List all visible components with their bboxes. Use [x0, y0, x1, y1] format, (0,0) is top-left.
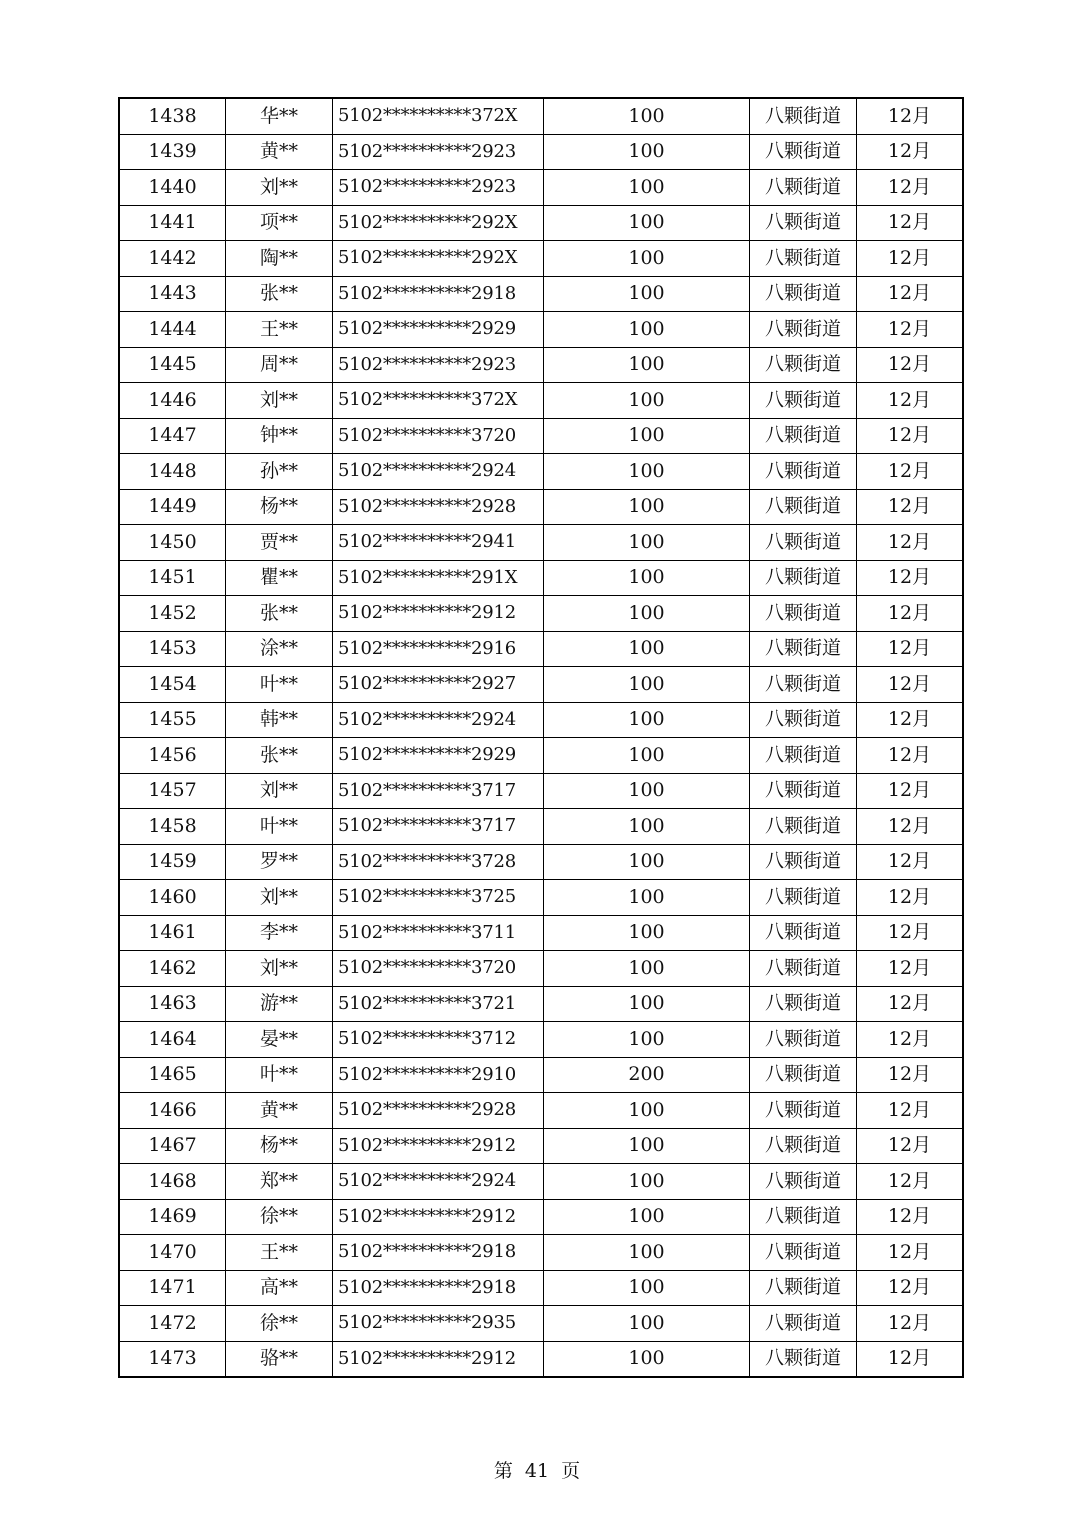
cell-id-number: 5102**********2923: [333, 347, 544, 383]
cell-name: 钟**: [226, 418, 333, 454]
table-row: [119, 134, 963, 170]
cell-seq-number: 1438: [119, 98, 226, 134]
cell-seq-number: 1471: [119, 1270, 226, 1306]
cell-seq-number: 1440: [119, 170, 226, 206]
table-row: [119, 525, 963, 561]
cell-id-number: 5102**********3725: [333, 880, 544, 916]
table-row: [119, 276, 963, 312]
cell-seq-number: 1450: [119, 525, 226, 561]
cell-month: 12月: [857, 170, 964, 206]
table-row: [119, 951, 963, 987]
cell-month: 12月: [857, 951, 964, 987]
cell-seq-number: 1441: [119, 205, 226, 241]
cell-amount: 100: [544, 134, 750, 170]
table-row: [119, 1022, 963, 1058]
cell-month: 12月: [857, 1306, 964, 1342]
cell-name: 叶**: [226, 667, 333, 703]
table-row: [119, 1057, 963, 1093]
cell-month: 12月: [857, 596, 964, 632]
cell-id-number: 5102**********2941: [333, 525, 544, 561]
table-row: [119, 1164, 963, 1200]
cell-amount: 100: [544, 951, 750, 987]
cell-name: 华**: [226, 98, 333, 134]
cell-seq-number: 1447: [119, 418, 226, 454]
cell-month: 12月: [857, 631, 964, 667]
table-row: [119, 702, 963, 738]
cell-name: 张**: [226, 276, 333, 312]
cell-street: 八颗街道: [750, 418, 857, 454]
cell-month: 12月: [857, 1270, 964, 1306]
cell-seq-number: 1443: [119, 276, 226, 312]
cell-month: 12月: [857, 1199, 964, 1235]
cell-amount: 100: [544, 205, 750, 241]
cell-name: 杨**: [226, 1128, 333, 1164]
cell-street: 八颗街道: [750, 383, 857, 419]
cell-id-number: 5102**********3721: [333, 986, 544, 1022]
cell-street: 八颗街道: [750, 1093, 857, 1129]
cell-street: 八颗街道: [750, 596, 857, 632]
cell-id-number: 5102**********2918: [333, 1235, 544, 1271]
cell-seq-number: 1451: [119, 560, 226, 596]
cell-seq-number: 1459: [119, 844, 226, 880]
cell-street: 八颗街道: [750, 1128, 857, 1164]
cell-id-number: 5102**********2928: [333, 1093, 544, 1129]
cell-street: 八颗街道: [750, 312, 857, 348]
cell-amount: 100: [544, 773, 750, 809]
cell-street: 八颗街道: [750, 1341, 857, 1377]
cell-month: 12月: [857, 1341, 964, 1377]
cell-month: 12月: [857, 915, 964, 951]
cell-seq-number: 1449: [119, 489, 226, 525]
cell-street: 八颗街道: [750, 454, 857, 490]
cell-seq-number: 1446: [119, 383, 226, 419]
cell-id-number: 5102**********2924: [333, 454, 544, 490]
cell-street: 八颗街道: [750, 844, 857, 880]
cell-street: 八颗街道: [750, 241, 857, 277]
cell-amount: 100: [544, 631, 750, 667]
cell-id-number: 5102**********2910: [333, 1057, 544, 1093]
cell-name: 杨**: [226, 489, 333, 525]
cell-seq-number: 1439: [119, 134, 226, 170]
cell-street: 八颗街道: [750, 773, 857, 809]
table-row: [119, 312, 963, 348]
cell-seq-number: 1470: [119, 1235, 226, 1271]
cell-name: 叶**: [226, 809, 333, 845]
cell-seq-number: 1444: [119, 312, 226, 348]
cell-name: 刘**: [226, 951, 333, 987]
cell-street: 八颗街道: [750, 276, 857, 312]
cell-id-number: 5102**********3720: [333, 951, 544, 987]
cell-amount: 100: [544, 844, 750, 880]
cell-seq-number: 1473: [119, 1341, 226, 1377]
cell-amount: 100: [544, 383, 750, 419]
cell-month: 12月: [857, 525, 964, 561]
cell-amount: 100: [544, 98, 750, 134]
cell-name: 黄**: [226, 134, 333, 170]
cell-amount: 100: [544, 667, 750, 703]
table-row: [119, 986, 963, 1022]
cell-street: 八颗街道: [750, 1164, 857, 1200]
cell-id-number: 5102**********3720: [333, 418, 544, 454]
cell-street: 八颗街道: [750, 489, 857, 525]
cell-month: 12月: [857, 1128, 964, 1164]
table-row: [119, 809, 963, 845]
cell-street: 八颗街道: [750, 1235, 857, 1271]
cell-name: 刘**: [226, 773, 333, 809]
cell-name: 游**: [226, 986, 333, 1022]
cell-id-number: 5102**********292X: [333, 241, 544, 277]
table-row: [119, 347, 963, 383]
cell-seq-number: 1456: [119, 738, 226, 774]
cell-street: 八颗街道: [750, 1270, 857, 1306]
cell-month: 12月: [857, 986, 964, 1022]
cell-amount: 100: [544, 525, 750, 561]
cell-street: 八颗街道: [750, 880, 857, 916]
table-row: [119, 1093, 963, 1129]
cell-id-number: 5102**********2912: [333, 1341, 544, 1377]
cell-seq-number: 1462: [119, 951, 226, 987]
cell-id-number: 5102**********2918: [333, 1270, 544, 1306]
cell-id-number: 5102**********3712: [333, 1022, 544, 1058]
cell-id-number: 5102**********372X: [333, 98, 544, 134]
cell-amount: 100: [544, 276, 750, 312]
cell-id-number: 5102**********2935: [333, 1306, 544, 1342]
table-row: [119, 454, 963, 490]
cell-seq-number: 1472: [119, 1306, 226, 1342]
cell-seq-number: 1454: [119, 667, 226, 703]
page-number: 第 41 页: [493, 1460, 581, 1482]
table-row: [119, 560, 963, 596]
cell-street: 八颗街道: [750, 205, 857, 241]
cell-amount: 100: [544, 312, 750, 348]
cell-street: 八颗街道: [750, 1022, 857, 1058]
subsidy-roster-table: [118, 97, 964, 1378]
cell-id-number: 5102**********2912: [333, 596, 544, 632]
cell-street: 八颗街道: [750, 986, 857, 1022]
cell-month: 12月: [857, 205, 964, 241]
cell-seq-number: 1445: [119, 347, 226, 383]
cell-month: 12月: [857, 1093, 964, 1129]
table-row: [119, 170, 963, 206]
cell-amount: 100: [544, 1128, 750, 1164]
cell-month: 12月: [857, 702, 964, 738]
cell-month: 12月: [857, 844, 964, 880]
cell-street: 八颗街道: [750, 809, 857, 845]
table-row: [119, 1270, 963, 1306]
cell-street: 八颗街道: [750, 915, 857, 951]
cell-street: 八颗街道: [750, 738, 857, 774]
cell-name: 项**: [226, 205, 333, 241]
cell-amount: 100: [544, 170, 750, 206]
table-row: [119, 1306, 963, 1342]
table-row: [119, 98, 963, 134]
table-row: [119, 738, 963, 774]
cell-street: 八颗街道: [750, 1306, 857, 1342]
cell-street: 八颗街道: [750, 134, 857, 170]
cell-month: 12月: [857, 560, 964, 596]
cell-name: 郑**: [226, 1164, 333, 1200]
cell-month: 12月: [857, 1022, 964, 1058]
cell-month: 12月: [857, 98, 964, 134]
cell-amount: 100: [544, 809, 750, 845]
cell-amount: 100: [544, 986, 750, 1022]
cell-amount: 100: [544, 1164, 750, 1200]
cell-seq-number: 1442: [119, 241, 226, 277]
cell-id-number: 5102**********2912: [333, 1199, 544, 1235]
cell-id-number: 5102**********2929: [333, 738, 544, 774]
cell-month: 12月: [857, 1235, 964, 1271]
cell-id-number: 5102**********2929: [333, 312, 544, 348]
cell-name: 刘**: [226, 170, 333, 206]
cell-street: 八颗街道: [750, 560, 857, 596]
cell-amount: 100: [544, 1341, 750, 1377]
table-row: [119, 915, 963, 951]
cell-amount: 100: [544, 915, 750, 951]
table-row: [119, 844, 963, 880]
table-row: [119, 596, 963, 632]
table-row: [119, 667, 963, 703]
cell-seq-number: 1469: [119, 1199, 226, 1235]
cell-month: 12月: [857, 773, 964, 809]
table-row: [119, 383, 963, 419]
cell-id-number: 5102**********3728: [333, 844, 544, 880]
cell-name: 李**: [226, 915, 333, 951]
cell-name: 瞿**: [226, 560, 333, 596]
cell-id-number: 5102**********2912: [333, 1128, 544, 1164]
cell-amount: 100: [544, 1270, 750, 1306]
cell-name: 叶**: [226, 1057, 333, 1093]
cell-amount: 100: [544, 1022, 750, 1058]
cell-name: 罗**: [226, 844, 333, 880]
cell-month: 12月: [857, 489, 964, 525]
cell-name: 王**: [226, 1235, 333, 1271]
cell-amount: 100: [544, 454, 750, 490]
cell-amount: 100: [544, 241, 750, 277]
cell-id-number: 5102**********2924: [333, 702, 544, 738]
cell-month: 12月: [857, 1057, 964, 1093]
cell-name: 涂**: [226, 631, 333, 667]
cell-month: 12月: [857, 809, 964, 845]
table-row: [119, 880, 963, 916]
cell-name: 高**: [226, 1270, 333, 1306]
cell-amount: 100: [544, 1306, 750, 1342]
cell-name: 徐**: [226, 1199, 333, 1235]
cell-street: 八颗街道: [750, 1057, 857, 1093]
table-row: [119, 1128, 963, 1164]
cell-name: 晏**: [226, 1022, 333, 1058]
cell-id-number: 5102**********2923: [333, 134, 544, 170]
table-row: [119, 1341, 963, 1377]
cell-street: 八颗街道: [750, 347, 857, 383]
cell-name: 刘**: [226, 383, 333, 419]
cell-name: 周**: [226, 347, 333, 383]
table-row: [119, 489, 963, 525]
cell-month: 12月: [857, 880, 964, 916]
cell-month: 12月: [857, 347, 964, 383]
cell-street: 八颗街道: [750, 170, 857, 206]
cell-amount: 200: [544, 1057, 750, 1093]
cell-seq-number: 1466: [119, 1093, 226, 1129]
cell-name: 徐**: [226, 1306, 333, 1342]
cell-seq-number: 1453: [119, 631, 226, 667]
cell-amount: 100: [544, 738, 750, 774]
cell-amount: 100: [544, 880, 750, 916]
cell-street: 八颗街道: [750, 702, 857, 738]
cell-id-number: 5102**********372X: [333, 383, 544, 419]
cell-street: 八颗街道: [750, 631, 857, 667]
cell-seq-number: 1464: [119, 1022, 226, 1058]
cell-month: 12月: [857, 454, 964, 490]
cell-month: 12月: [857, 276, 964, 312]
cell-street: 八颗街道: [750, 525, 857, 561]
table-row: [119, 205, 963, 241]
cell-name: 刘**: [226, 880, 333, 916]
cell-name: 陶**: [226, 241, 333, 277]
cell-seq-number: 1458: [119, 809, 226, 845]
cell-id-number: 5102**********3711: [333, 915, 544, 951]
cell-name: 骆**: [226, 1341, 333, 1377]
cell-name: 张**: [226, 596, 333, 632]
cell-id-number: 5102**********3717: [333, 773, 544, 809]
cell-street: 八颗街道: [750, 951, 857, 987]
cell-seq-number: 1455: [119, 702, 226, 738]
cell-month: 12月: [857, 738, 964, 774]
cell-seq-number: 1460: [119, 880, 226, 916]
cell-seq-number: 1452: [119, 596, 226, 632]
cell-street: 八颗街道: [750, 1199, 857, 1235]
cell-amount: 100: [544, 560, 750, 596]
table-row: [119, 631, 963, 667]
cell-amount: 100: [544, 1235, 750, 1271]
cell-id-number: 5102**********291X: [333, 560, 544, 596]
cell-street: 八颗街道: [750, 98, 857, 134]
table-row: [119, 418, 963, 454]
roster-table-body: [119, 98, 963, 1377]
cell-amount: 100: [544, 596, 750, 632]
cell-amount: 100: [544, 347, 750, 383]
table-row: [119, 773, 963, 809]
cell-amount: 100: [544, 489, 750, 525]
table-row: [119, 241, 963, 277]
cell-id-number: 5102**********2924: [333, 1164, 544, 1200]
cell-seq-number: 1463: [119, 986, 226, 1022]
cell-street: 八颗街道: [750, 667, 857, 703]
cell-seq-number: 1467: [119, 1128, 226, 1164]
table-row: [119, 1199, 963, 1235]
cell-name: 韩**: [226, 702, 333, 738]
cell-id-number: 5102**********2918: [333, 276, 544, 312]
cell-seq-number: 1468: [119, 1164, 226, 1200]
cell-id-number: 5102**********2928: [333, 489, 544, 525]
cell-month: 12月: [857, 312, 964, 348]
cell-seq-number: 1461: [119, 915, 226, 951]
cell-amount: 100: [544, 1093, 750, 1129]
cell-month: 12月: [857, 134, 964, 170]
cell-name: 黄**: [226, 1093, 333, 1129]
cell-month: 12月: [857, 241, 964, 277]
cell-month: 12月: [857, 1164, 964, 1200]
cell-name: 张**: [226, 738, 333, 774]
cell-amount: 100: [544, 1199, 750, 1235]
cell-name: 贾**: [226, 525, 333, 561]
cell-amount: 100: [544, 702, 750, 738]
table-row: [119, 1235, 963, 1271]
cell-id-number: 5102**********2916: [333, 631, 544, 667]
cell-month: 12月: [857, 667, 964, 703]
cell-seq-number: 1457: [119, 773, 226, 809]
cell-name: 王**: [226, 312, 333, 348]
cell-amount: 100: [544, 418, 750, 454]
cell-seq-number: 1465: [119, 1057, 226, 1093]
cell-id-number: 5102**********2927: [333, 667, 544, 703]
cell-month: 12月: [857, 418, 964, 454]
cell-id-number: 5102**********292X: [333, 205, 544, 241]
cell-seq-number: 1448: [119, 454, 226, 490]
cell-id-number: 5102**********3717: [333, 809, 544, 845]
cell-month: 12月: [857, 383, 964, 419]
cell-name: 孙**: [226, 454, 333, 490]
cell-id-number: 5102**********2923: [333, 170, 544, 206]
